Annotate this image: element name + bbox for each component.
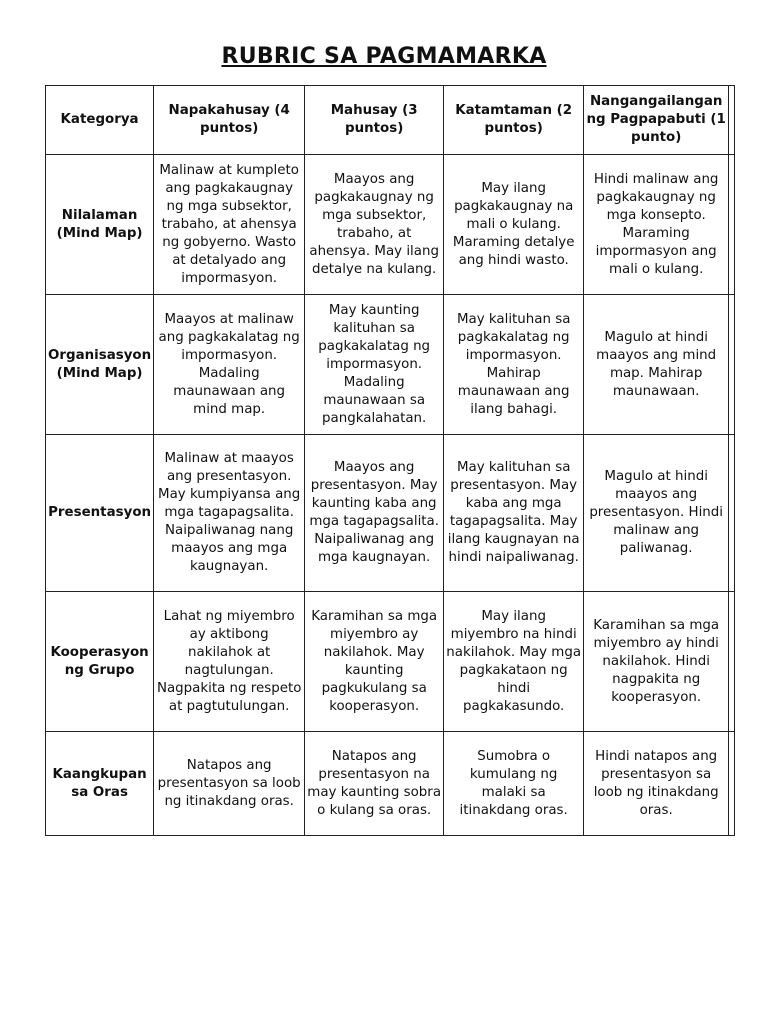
table-cell: Hindi malinaw ang pagkakaugnay ng mga konsepto. Maraming impormasyon ang mali o kulang.: [584, 155, 729, 295]
table-cell: Magulo at hindi maayos ang mind map. Mahirap maunawaan.: [584, 295, 729, 435]
table-cell: May kalituhan sa pagkakalatag ng impormasyon. Mahirap maunawaan ang ilang bahagi.: [444, 295, 584, 435]
table-edge-column: [729, 592, 735, 732]
table-cell: May kalituhan sa presentasyon. May kaba ang mga tagapagsalita. May ilang kaugnayan na hindi naipaliwanag.: [444, 435, 584, 592]
table-cell: Magulo at hindi maayos ang presentasyon. Hindi malinaw ang paliwanag.: [584, 435, 729, 592]
row-category: Kooperasyon ng Grupo: [46, 592, 154, 732]
row-category: Organisasyon (Mind Map): [46, 295, 154, 435]
table-row: [46, 155, 735, 295]
table-cell: Malinaw at maayos ang presentasyon. May kumpiyansa ang mga tagapagsalita. Naipaliwanag nang maayos ang mga kaugnayan.: [154, 435, 305, 592]
table-edge-column: [729, 86, 735, 155]
table-cell: Malinaw at kumpleto ang pagkakaugnay ng mga subsektor, trabaho, at ahensya ng gobyerno. Wasto at detalyado ang impormasyon.: [154, 155, 305, 295]
table-row: [46, 592, 735, 732]
header-katamtaman: Katamtaman (2 puntos): [444, 86, 584, 155]
table-header-row: [46, 86, 735, 155]
table-cell: Natapos ang presentasyon sa loob ng itinakdang oras.: [154, 732, 305, 836]
table-cell: Lahat ng miyembro ay aktibong nakilahok at nagtulungan. Nagpakita ng respeto at pagtutulungan.: [154, 592, 305, 732]
table-cell: Hindi natapos ang presentasyon sa loob ng itinakdang oras.: [584, 732, 729, 836]
document-title: RUBRIC SA PAGMAMARKA: [221, 44, 547, 69]
table-cell: Karamihan sa mga miyembro ay nakilahok. May kaunting pagkukulang sa kooperasyon.: [305, 592, 444, 732]
row-category: Nilalaman (Mind Map): [46, 155, 154, 295]
table-row: [46, 295, 735, 435]
table-row: [46, 732, 735, 836]
table-edge-column: [729, 435, 735, 592]
header-mahusay: Mahusay (3 puntos): [305, 86, 444, 155]
table-cell: May kaunting kalituhan sa pagkakalatag ng impormasyon. Madaling maunawaan sa pangkalahatan.: [305, 295, 444, 435]
table-cell: May ilang pagkakaugnay na mali o kulang. Maraming detalye ang hindi wasto.: [444, 155, 584, 295]
table-row: [46, 435, 735, 592]
header-kategorya: Kategorya: [46, 86, 154, 155]
table-cell: Maayos ang presentasyon. May kaunting kaba ang mga tagapagsalita. Naipaliwanag ang mga kaugnayan.: [305, 435, 444, 592]
table-cell: Maayos ang pagkakaugnay ng mga subsektor, trabaho, at ahensya. May ilang detalye na kulang.: [305, 155, 444, 295]
header-nangangailangan: Nangangailangan ng Pagpapabuti (1 punto): [584, 86, 729, 155]
row-category: Presentasyon: [46, 435, 154, 592]
table-cell: Maayos at malinaw ang pagkakalatag ng impormasyon. Madaling maunawaan ang mind map.: [154, 295, 305, 435]
table-cell: Natapos ang presentasyon na may kaunting sobra o kulang sa oras.: [305, 732, 444, 836]
table-edge-column: [729, 155, 735, 295]
table-cell: Sumobra o kumulang ng malaki sa itinakdang oras.: [444, 732, 584, 836]
row-category: Kaangkupan sa Oras: [46, 732, 154, 836]
table-cell: Karamihan sa mga miyembro ay hindi nakilahok. Hindi nagpakita ng kooperasyon.: [584, 592, 729, 732]
header-napakahusay: Napakahusay (4 puntos): [154, 86, 305, 155]
table-edge-column: [729, 732, 735, 836]
rubric-table: [45, 85, 735, 836]
table-edge-column: [729, 295, 735, 435]
table-cell: May ilang miyembro na hindi nakilahok. May mga pagkakataon ng hindi pagkakasundo.: [444, 592, 584, 732]
